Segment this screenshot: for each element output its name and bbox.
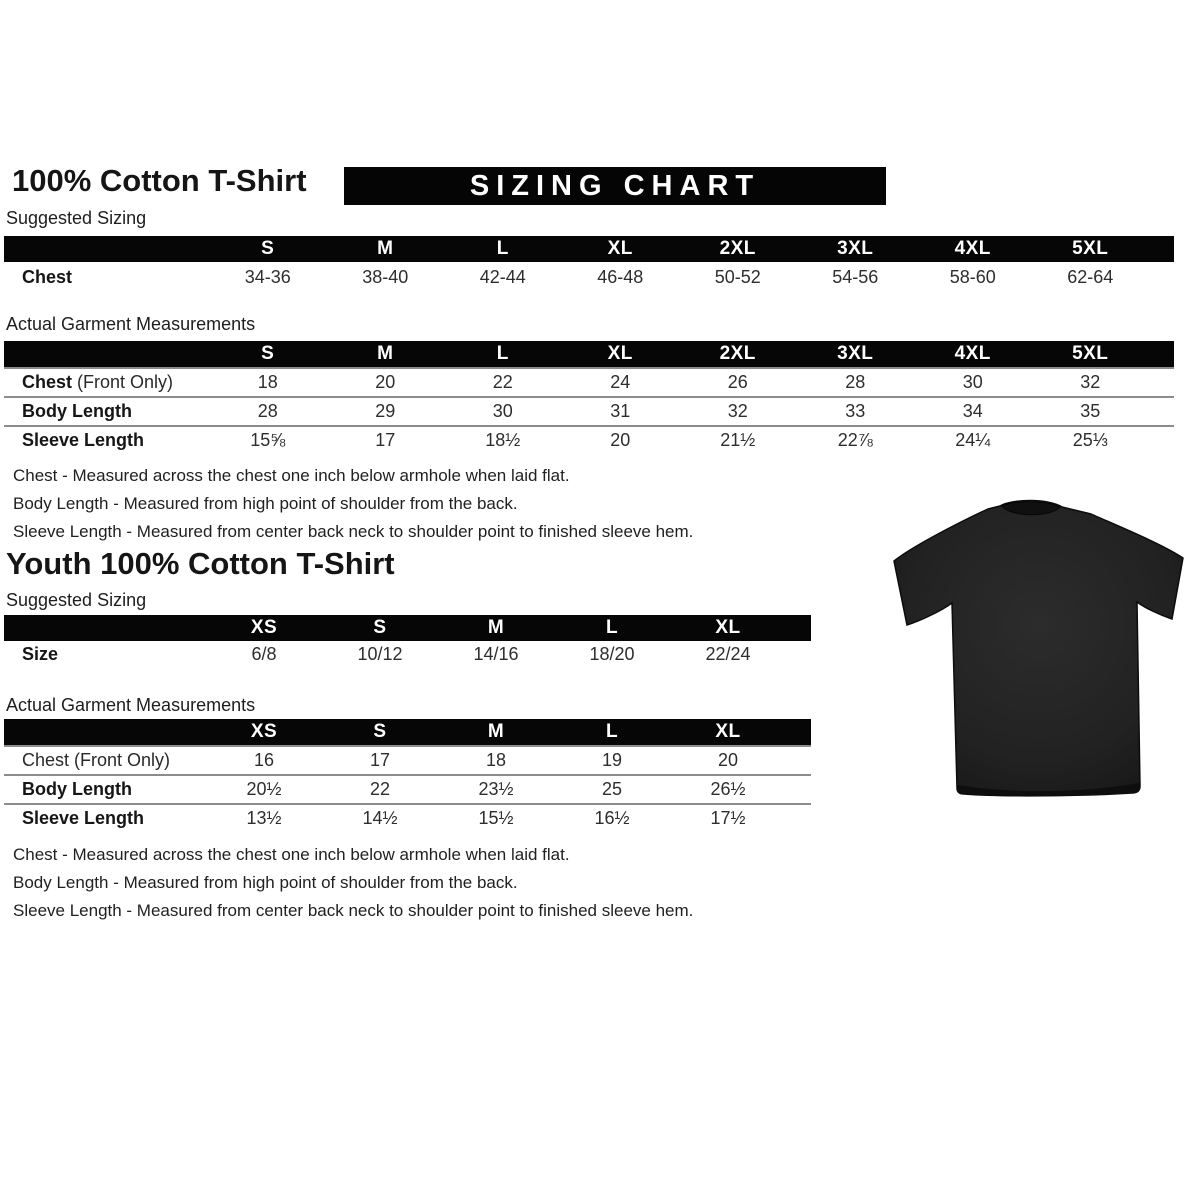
sizing-table	[4, 341, 1174, 454]
row-label: Chest	[22, 266, 73, 287]
row-label: Chest	[22, 372, 73, 392]
row-label-cell	[4, 775, 206, 804]
row-pad	[1149, 262, 1174, 292]
measurement-value: 17½	[670, 804, 786, 832]
measurement-value: 62-64	[1032, 262, 1150, 292]
measurement-value: 25⅓	[1032, 426, 1150, 454]
header-spacer	[1149, 236, 1174, 262]
sizing-table	[4, 615, 811, 668]
size-column-header: M	[438, 615, 554, 641]
measurement-row	[4, 397, 1174, 426]
measurement-value: 22	[444, 368, 562, 397]
header-spacer	[4, 341, 209, 368]
row-label-cell	[4, 368, 209, 397]
size-column-header: S	[322, 719, 438, 746]
measurement-value: 24	[562, 368, 680, 397]
size-column-header: M	[327, 236, 445, 262]
row-label: Sleeve Length	[22, 808, 145, 828]
row-label: Body Length	[22, 779, 132, 799]
measurement-value: 17	[322, 746, 438, 775]
header-spacer	[4, 719, 206, 746]
size-header-row	[4, 719, 811, 746]
measurement-value: 21½	[679, 426, 797, 454]
row-label: Body Length	[22, 401, 132, 421]
measurement-value: 16	[206, 746, 322, 775]
header-spacer	[1149, 341, 1174, 368]
row-label-cell	[4, 262, 209, 292]
size-column-header: M	[327, 341, 445, 368]
size-column-header: XL	[670, 615, 786, 641]
measurement-row	[4, 746, 811, 775]
header-spacer	[786, 615, 811, 641]
measurement-value: 38-40	[327, 262, 445, 292]
row-label-cell	[4, 426, 209, 454]
row-label-cell	[4, 746, 206, 775]
size-column-header: XL	[562, 341, 680, 368]
measurement-value: 29	[327, 397, 445, 426]
measurement-value: 20	[562, 426, 680, 454]
measurement-note: Body Length - Measured from high point of shoulder from the back.	[13, 873, 518, 892]
youth-actual-measurements-label: Actual Garment Measurements	[6, 695, 256, 715]
black-tshirt-image	[892, 497, 1186, 801]
measurement-value: 19	[554, 746, 670, 775]
size-column-header: 4XL	[914, 236, 1032, 262]
adult-actual-measurements-table	[4, 341, 1174, 454]
measurement-value: 18	[438, 746, 554, 775]
measurement-value: 50-52	[679, 262, 797, 292]
row-label: Chest (Front Only)	[22, 750, 171, 770]
size-column-header: 2XL	[679, 236, 797, 262]
measurement-value: 26	[679, 368, 797, 397]
size-column-header: L	[444, 341, 562, 368]
measurement-value: 33	[797, 397, 915, 426]
measurement-value: 54-56	[797, 262, 915, 292]
size-header-row	[4, 236, 1174, 262]
measurement-note: Sleeve Length - Measured from center back neck to shoulder point to finished sleeve hem.	[13, 522, 694, 541]
size-column-header: S	[209, 236, 327, 262]
measurement-row	[4, 641, 811, 668]
measurement-value: 58-60	[914, 262, 1032, 292]
measurement-value: 13½	[206, 804, 322, 832]
measurement-value: 35	[1032, 397, 1150, 426]
measurement-note: Chest - Measured across the chest one inch below armhole when laid flat.	[13, 845, 570, 864]
size-column-header: 3XL	[797, 236, 915, 262]
size-column-header: S	[209, 341, 327, 368]
measurement-value: 14½	[322, 804, 438, 832]
measurement-value: 42-44	[444, 262, 562, 292]
measurement-value: 15½	[438, 804, 554, 832]
size-column-header: S	[322, 615, 438, 641]
tshirt-body-shape	[894, 501, 1183, 796]
measurement-value: 30	[444, 397, 562, 426]
measurement-value: 22⅞	[797, 426, 915, 454]
measurement-value: 34	[914, 397, 1032, 426]
measurement-value: 14/16	[438, 641, 554, 668]
sizing-table	[4, 719, 811, 832]
measurement-value: 20½	[206, 775, 322, 804]
size-column-header: L	[554, 615, 670, 641]
row-label-suffix: (Front Only)	[72, 372, 174, 392]
row-pad	[786, 804, 811, 832]
sizing-table	[4, 236, 1174, 292]
size-column-header: 2XL	[679, 341, 797, 368]
measurement-value: 6/8	[206, 641, 322, 668]
youth-suggested-sizing-label: Suggested Sizing	[6, 590, 147, 610]
measurement-value: 28	[209, 397, 327, 426]
row-pad	[1149, 397, 1174, 426]
measurement-row	[4, 775, 811, 804]
size-header-row	[4, 615, 811, 641]
header-spacer	[786, 719, 811, 746]
size-column-header: XL	[670, 719, 786, 746]
row-label-cell	[4, 641, 206, 668]
measurement-value: 17	[327, 426, 445, 454]
measurement-value: 32	[679, 397, 797, 426]
measurement-note: Body Length - Measured from high point of shoulder from the back.	[13, 494, 518, 513]
youth-actual-measurements-table	[4, 719, 811, 832]
size-column-header: XS	[206, 719, 322, 746]
row-label: Sleeve Length	[22, 430, 145, 450]
measurement-value: 22/24	[670, 641, 786, 668]
row-pad	[786, 746, 811, 775]
row-pad	[1149, 426, 1174, 454]
adult-measurement-notes	[13, 462, 693, 546]
measurement-value: 18½	[444, 426, 562, 454]
adult-section-title: 100% Cotton T-Shirt	[12, 163, 307, 198]
measurement-value: 16½	[554, 804, 670, 832]
measurement-value: 34-36	[209, 262, 327, 292]
measurement-value: 30	[914, 368, 1032, 397]
size-column-header: 3XL	[797, 341, 915, 368]
measurement-value: 24¼	[914, 426, 1032, 454]
size-column-header: XL	[562, 236, 680, 262]
row-label: Size	[22, 644, 59, 664]
measurement-value: 32	[1032, 368, 1150, 397]
size-column-header: 5XL	[1032, 236, 1150, 262]
measurement-value: 22	[322, 775, 438, 804]
youth-section-title: Youth 100% Cotton T-Shirt	[6, 546, 395, 581]
measurement-value: 20	[327, 368, 445, 397]
measurement-value: 18/20	[554, 641, 670, 668]
measurement-note: Sleeve Length - Measured from center back neck to shoulder point to finished sleeve hem.	[13, 901, 694, 920]
adult-actual-measurements-label: Actual Garment Measurements	[6, 314, 256, 334]
size-column-header: XS	[206, 615, 322, 641]
measurement-value: 23½	[438, 775, 554, 804]
sizing-chart-banner: SIZING CHART	[344, 167, 886, 205]
measurement-value: 25	[554, 775, 670, 804]
row-label-cell	[4, 397, 209, 426]
youth-measurement-notes	[13, 841, 693, 925]
measurement-value: 28	[797, 368, 915, 397]
youth-suggested-sizing-table	[4, 615, 811, 668]
measurement-note: Chest - Measured across the chest one inch below armhole when laid flat.	[13, 466, 570, 485]
size-column-header: L	[554, 719, 670, 746]
measurement-value: 18	[209, 368, 327, 397]
adult-suggested-sizing-table	[4, 236, 1174, 292]
size-column-header: L	[444, 236, 562, 262]
size-column-header: 4XL	[914, 341, 1032, 368]
tshirt-icon	[892, 497, 1186, 801]
measurement-value: 31	[562, 397, 680, 426]
row-pad	[1149, 368, 1174, 397]
measurement-row	[4, 426, 1174, 454]
measurement-value: 26½	[670, 775, 786, 804]
measurement-row	[4, 368, 1174, 397]
row-label-cell	[4, 804, 206, 832]
measurement-value: 10/12	[322, 641, 438, 668]
measurement-row	[4, 804, 811, 832]
header-spacer	[4, 615, 206, 641]
measurement-row	[4, 262, 1174, 292]
size-header-row	[4, 341, 1174, 368]
measurement-value: 20	[670, 746, 786, 775]
adult-suggested-sizing-label: Suggested Sizing	[6, 208, 147, 228]
measurement-value: 46-48	[562, 262, 680, 292]
measurement-value: 15⅝	[209, 426, 327, 454]
size-column-header: M	[438, 719, 554, 746]
row-pad	[786, 641, 811, 668]
row-pad	[786, 775, 811, 804]
header-spacer	[4, 236, 209, 262]
size-column-header: 5XL	[1032, 341, 1150, 368]
